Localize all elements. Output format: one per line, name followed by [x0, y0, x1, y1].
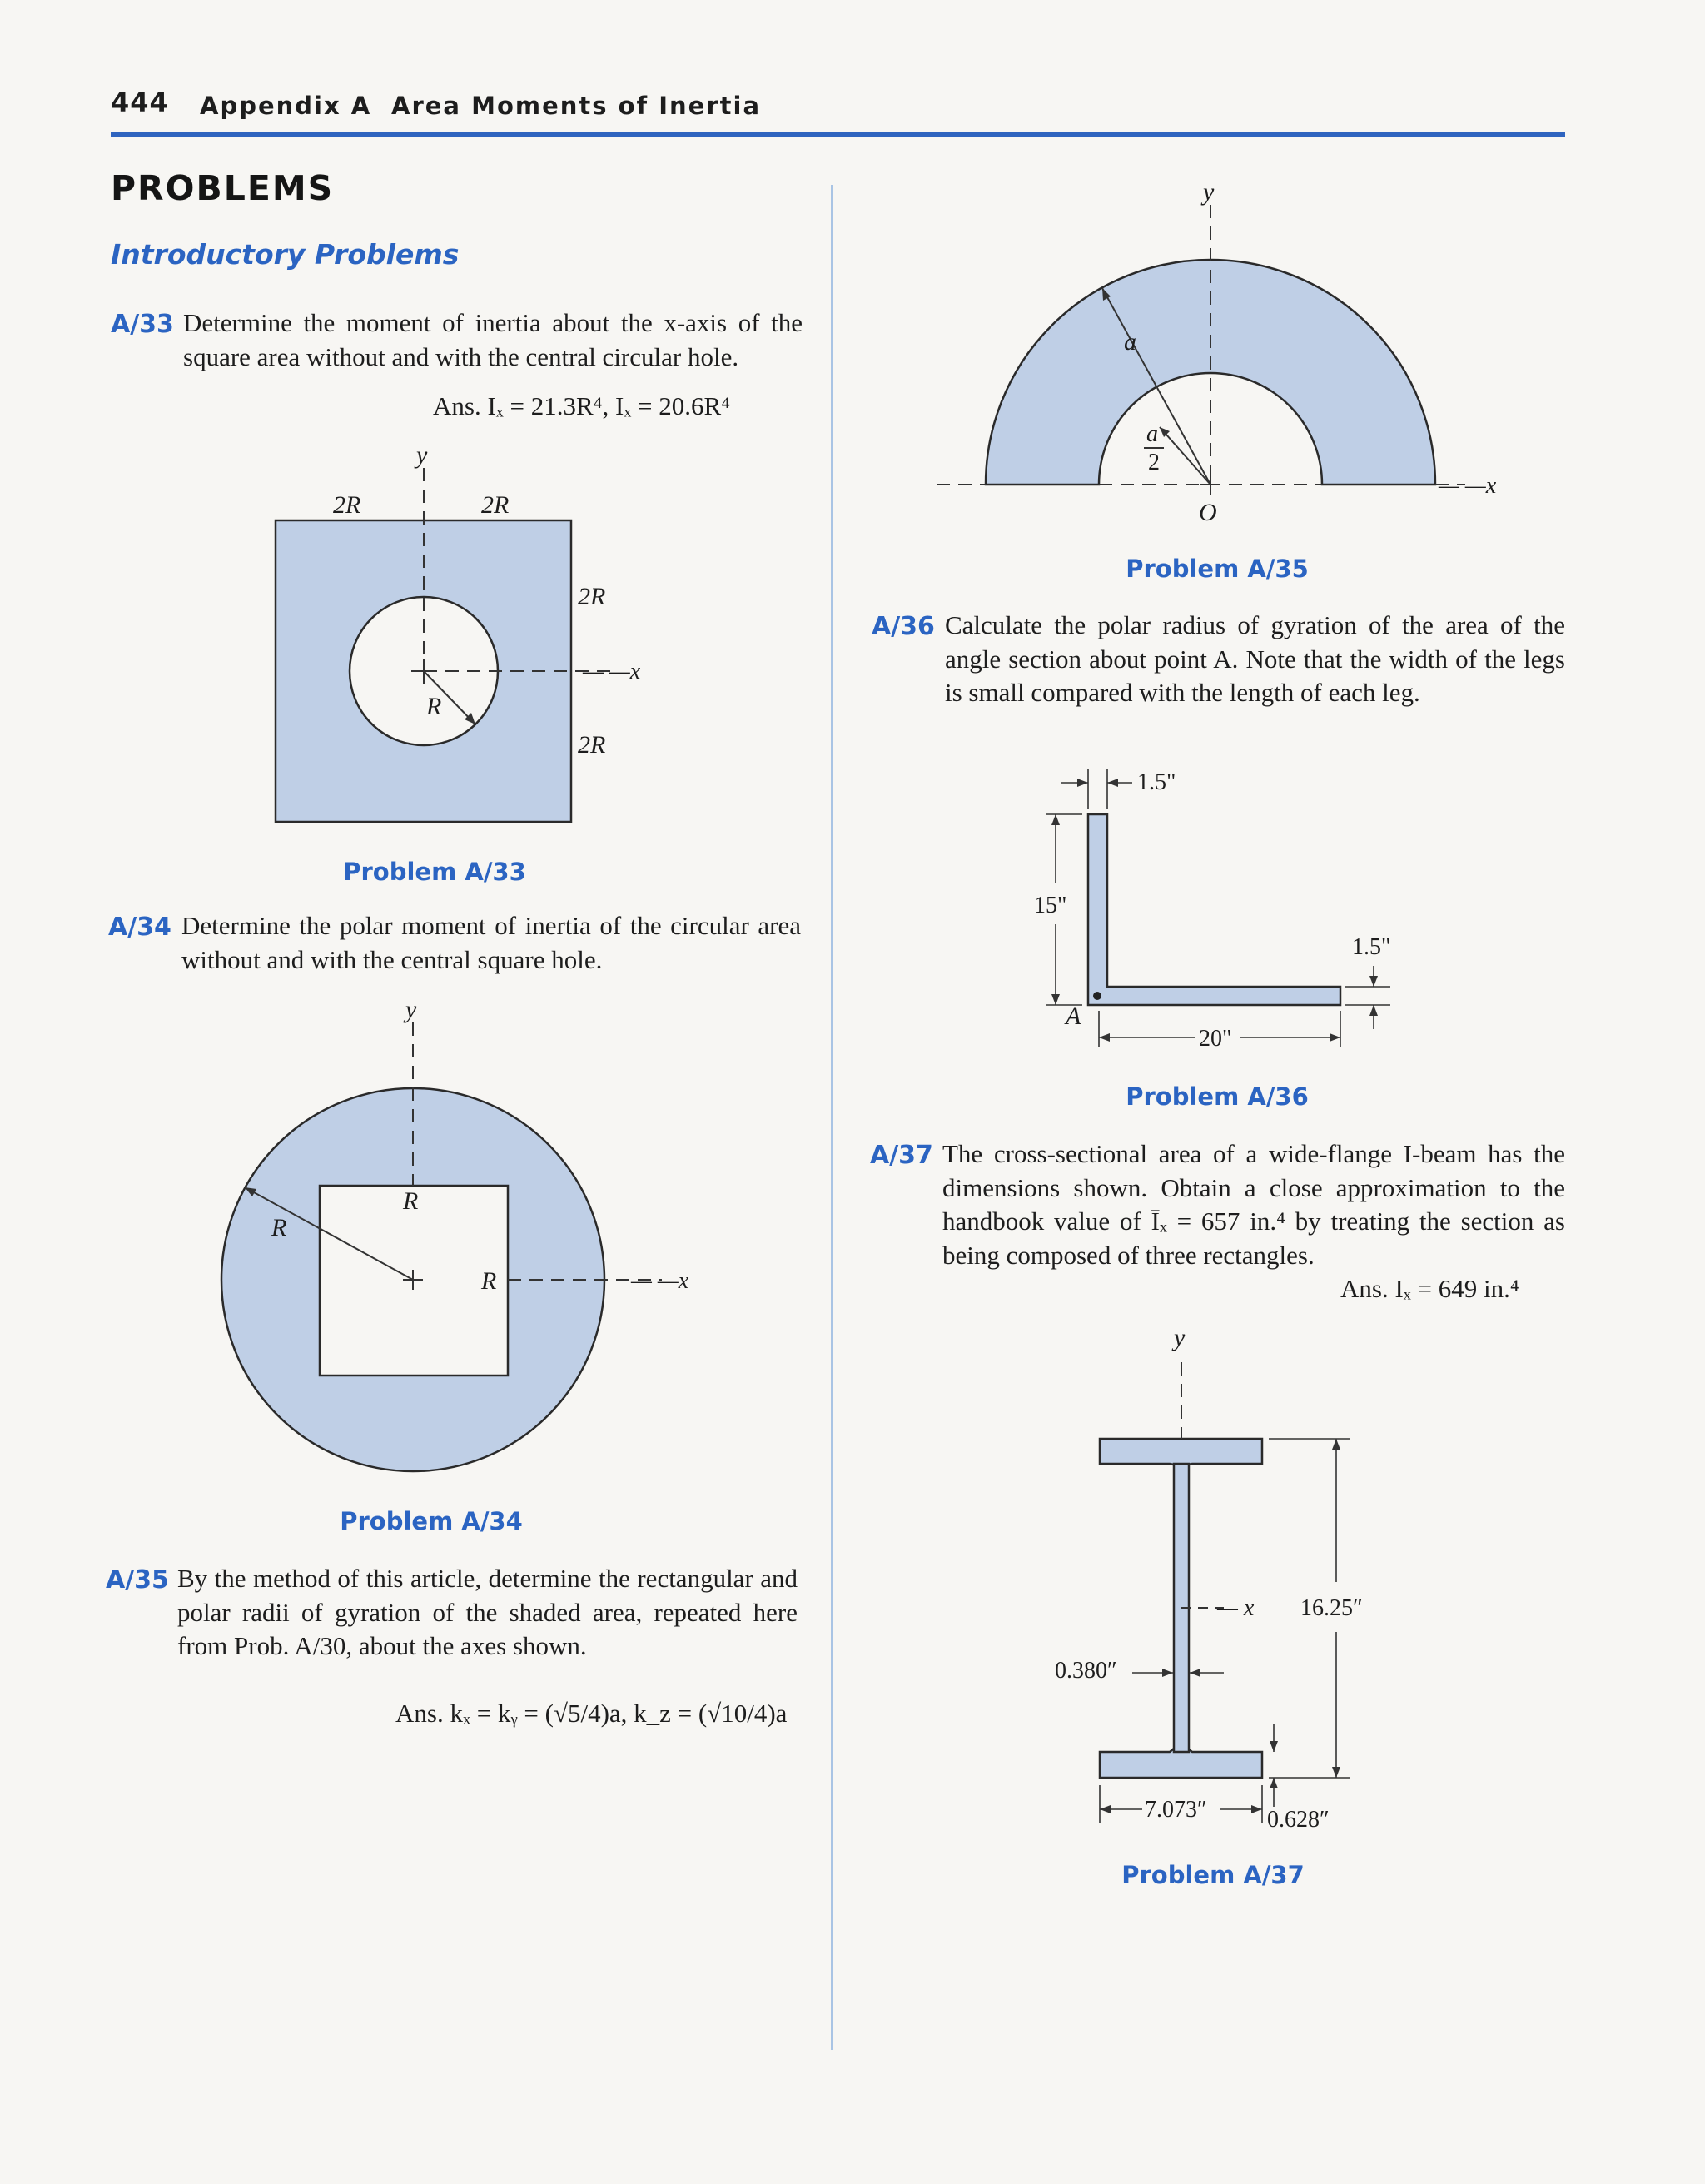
problem-number: A/33 — [111, 310, 174, 339]
label-depth: 16.25″ — [1300, 1595, 1363, 1621]
label-big-r: R — [271, 1214, 287, 1241]
label-2r-upper: 2R — [578, 583, 606, 610]
label-length: 20" — [1199, 1026, 1232, 1052]
label-r: R — [426, 693, 442, 720]
appendix-label: Appendix A — [200, 92, 372, 120]
figure-caption: Problem A/37 — [1121, 1861, 1305, 1889]
label-y: y — [416, 441, 428, 469]
label-leg-width: 1.5" — [1352, 934, 1391, 960]
label-flange-thickness: 0.628″ — [1267, 1807, 1330, 1833]
subsection-title: Introductory Problems — [111, 238, 460, 271]
figure-caption: Problem A/35 — [1126, 555, 1309, 583]
problem-answer: Ans. Iₓ = 21.3R⁴, Iₓ = 20.6R⁴ — [433, 391, 731, 420]
chapter-title: Area Moments of Inertia — [391, 92, 762, 120]
problem-number: A/36 — [872, 612, 935, 641]
problem-number: A/35 — [106, 1565, 169, 1594]
problem-answer: Ans. Iₓ = 649 in.⁴ — [1340, 1274, 1519, 1303]
label-2r-left: 2R — [333, 491, 361, 519]
label-x: — —x — [1439, 473, 1497, 499]
label-x: — —x — [583, 659, 641, 684]
label-top-r: R — [403, 1187, 419, 1215]
label-x: — x — [1217, 1595, 1255, 1621]
label-web: 0.380″ — [1055, 1658, 1117, 1684]
label-flange-width: 7.073″ — [1145, 1797, 1207, 1823]
label-point-a: A — [1066, 1002, 1081, 1030]
label-a: a — [1124, 328, 1136, 356]
problem-answer: Ans. kₓ = kᵧ = (√5/4)a, k_z = (√10/4)a — [395, 1699, 788, 1728]
section-title: PROBLEMS — [111, 168, 335, 208]
label-origin: O — [1199, 499, 1217, 526]
problem-text: Determine the moment of inertia about the x-axis of the square area without and with the central circular hole. — [183, 308, 803, 371]
figure-caption: Problem A/33 — [343, 858, 526, 886]
label-height: 15" — [1034, 893, 1067, 918]
label-a-half-den: 2 — [1148, 450, 1160, 475]
label-2r-lower: 2R — [578, 731, 606, 759]
problem-text: Determine the polar moment of inertia of the circular area without and with the central square hole. — [181, 911, 801, 974]
label-a-half-num: a — [1146, 421, 1158, 447]
label-2r-right: 2R — [481, 491, 510, 519]
label-y: y — [1174, 1324, 1186, 1351]
label-y: y — [405, 996, 417, 1023]
label-x: — —x — [631, 1268, 689, 1294]
problem-text: Calculate the polar radius of gyration of the area of the angle section about point A. Note that the width of the legs is small compared with the length of each leg. — [945, 610, 1565, 707]
page-number: 444 — [111, 87, 169, 118]
problem-text: By the method of this article, determine the rectangular and polar radii of gyration of the shaded area, repeated here from Prob. A/30, about the axes shown. — [177, 1564, 798, 1660]
problem-number: A/34 — [108, 913, 171, 942]
label-side-r: R — [481, 1267, 497, 1295]
figure-caption: Problem A/34 — [340, 1507, 523, 1535]
problem-number: A/37 — [870, 1141, 933, 1170]
label-y: y — [1203, 178, 1215, 206]
label-top-width: 1.5" — [1137, 769, 1176, 795]
problem-text: The cross-sectional area of a wide-flange I-beam has the dimensions shown. Obtain a close approximation to the handbook value of Īₓ = 657 in.⁴ by treating the section as being composed of three rectangles. — [942, 1139, 1565, 1270]
figure-caption: Problem A/36 — [1126, 1082, 1309, 1111]
